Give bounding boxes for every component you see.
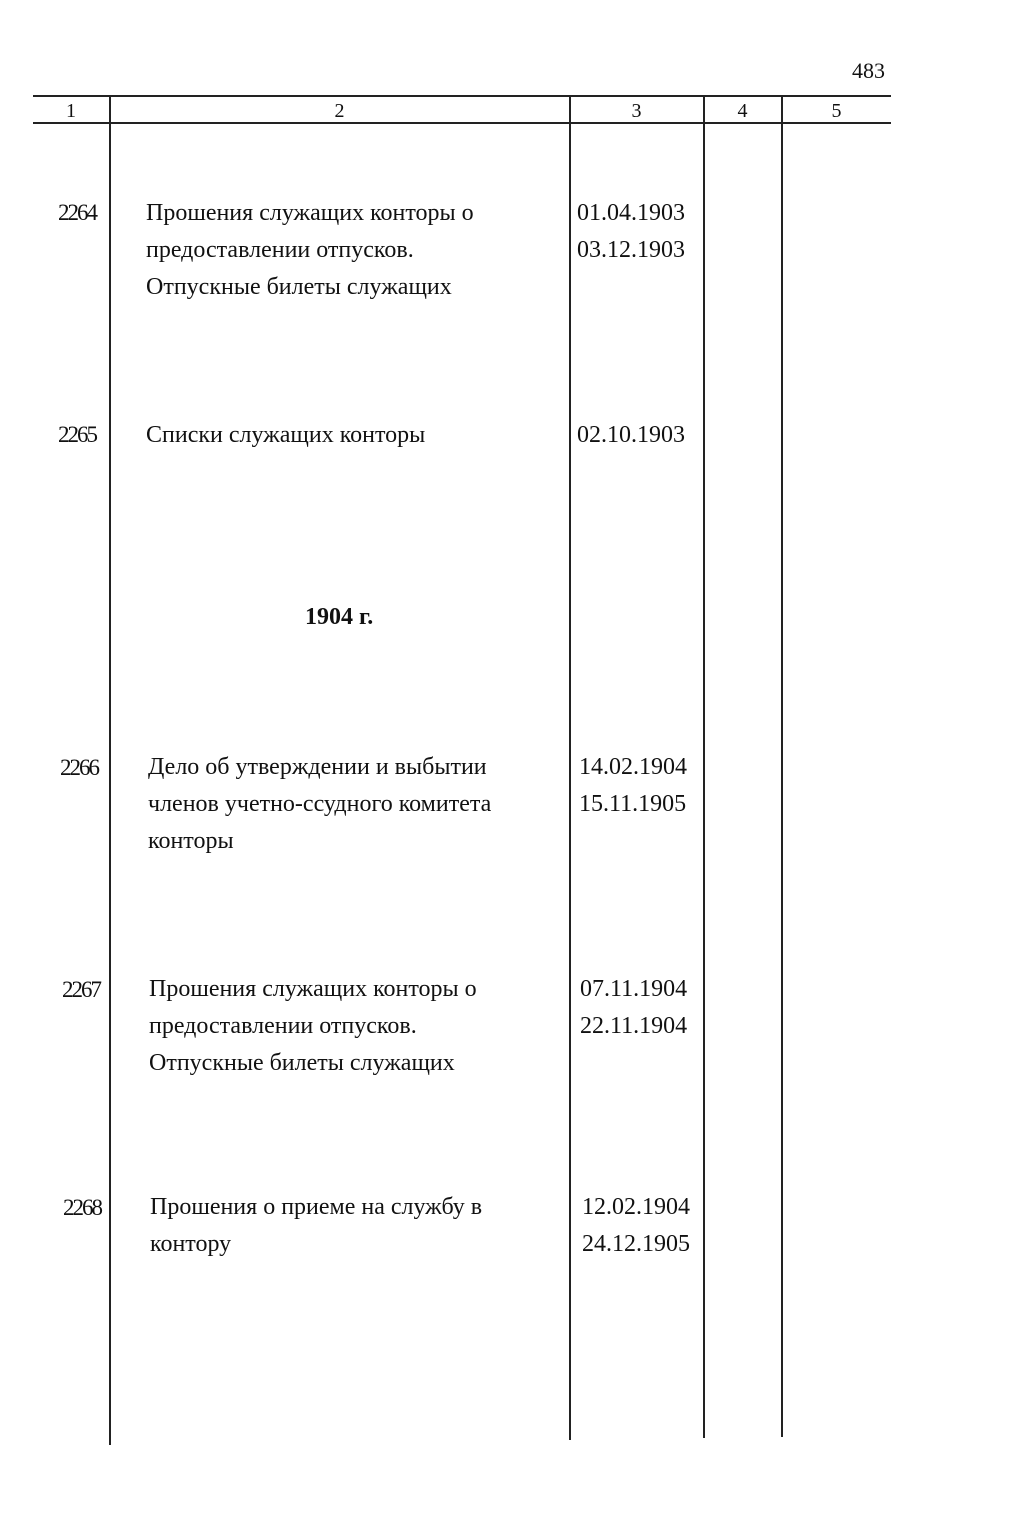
row-dates xyxy=(580,971,687,1045)
date-end: 03.12.1903 xyxy=(577,237,685,263)
column-header-3: 3 xyxy=(631,100,642,122)
date-start: 12.02.1904 xyxy=(582,1194,690,1220)
row-dates xyxy=(577,417,685,454)
description-line: конторы xyxy=(148,828,234,854)
date-start: 02.10.1903 xyxy=(577,422,685,448)
column-header-1: 1 xyxy=(66,100,76,122)
column-header-4: 4 xyxy=(737,100,748,122)
row-dates xyxy=(577,195,685,269)
row-dates xyxy=(579,749,687,823)
description-line: предоставлении отпусков. xyxy=(149,1013,417,1039)
row-number: 2266 xyxy=(60,755,98,780)
date-start: 07.11.1904 xyxy=(580,976,688,1002)
description-line: членов учетно-ссудного комитета xyxy=(148,791,492,817)
description-line: предоставлении отпусков. xyxy=(146,237,414,263)
description-line: Списки служащих конторы xyxy=(146,422,426,448)
date-end: 24.12.1905 xyxy=(582,1231,690,1257)
date-end: 15.11.1905 xyxy=(579,791,687,817)
row-description xyxy=(150,1189,545,1263)
column-header-2: 2 xyxy=(334,100,345,122)
date-start: 14.02.1904 xyxy=(579,754,687,780)
description-line: Прошения служащих конторы о xyxy=(149,976,477,1002)
date-start: 01.04.1903 xyxy=(577,200,685,226)
row-description xyxy=(146,417,541,454)
section-heading-year: 1904 г. xyxy=(305,604,374,630)
description-line: Прошения служащих конторы о xyxy=(146,200,474,226)
row-description xyxy=(146,195,541,306)
row-number: 2264 xyxy=(58,200,96,225)
column-header-5: 5 xyxy=(831,100,842,122)
page-number: 483 xyxy=(852,58,885,83)
column-divider-3 xyxy=(703,95,705,1438)
table-top-rule xyxy=(33,95,891,97)
row-dates xyxy=(582,1189,690,1263)
description-line: контору xyxy=(150,1231,232,1257)
row-description xyxy=(148,749,543,860)
date-end: 22.11.1904 xyxy=(580,1013,688,1039)
row-number: 2265 xyxy=(58,422,96,447)
row-number: 2268 xyxy=(63,1195,101,1220)
description-line: Дело об утверждении и выбытии xyxy=(148,754,487,780)
row-number: 2267 xyxy=(62,977,100,1002)
column-divider-1 xyxy=(109,95,111,1445)
description-line: Прошения о приеме на службу в xyxy=(150,1194,483,1220)
description-line: Отпускные билеты служащих xyxy=(146,274,452,300)
column-divider-2 xyxy=(569,95,571,1440)
row-description xyxy=(149,971,544,1082)
description-line: Отпускные билеты служащих xyxy=(149,1050,455,1076)
column-divider-4 xyxy=(781,95,783,1437)
